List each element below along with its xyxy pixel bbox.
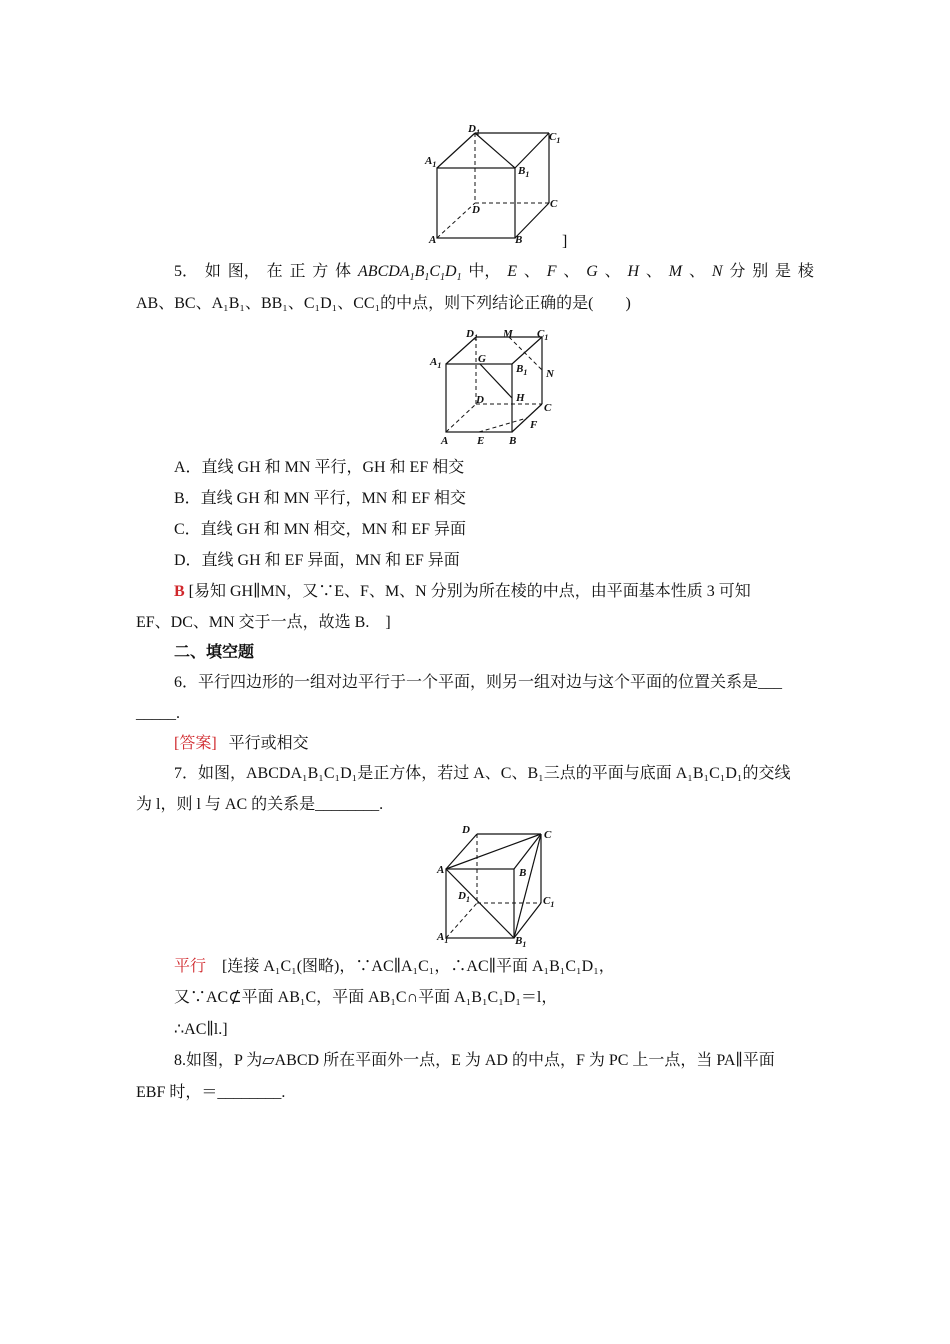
q6-answer-text: 平行或相交 (228, 735, 309, 752)
q8-line1: 8.如图，P 为▱ABCD 所在平面外一点，E 为 AD 的中点，F 为 PC 上一点，当 PA∥平面 (174, 1052, 775, 1069)
q6-text-cont: _____. (136, 705, 180, 722)
label-D: D (476, 394, 484, 406)
label-C1: $C_1$ (537, 328, 549, 342)
label-A: A (441, 435, 449, 447)
q5-line2: AB、BC、A₁B₁、BB₁、C₁D₁、CC₁的中点，则下列结论正确的是( ) (136, 295, 631, 312)
q7-solution-2: 又∵AC⊄平面 AB₁C，平面 AB₁C∩平面 A₁B₁C₁D₁＝l， (174, 989, 558, 1006)
q7-line2: 为 l，则 l 与 AC 的关系是________. (136, 796, 384, 813)
q7-solution-3: ∴AC∥l.] (174, 1021, 228, 1038)
label-C: C (544, 402, 552, 414)
label-B: B (515, 234, 523, 246)
label-C: C (550, 198, 558, 210)
q5-answer-line2: EF、DC、MN 交于一点，故选 B. ] (136, 614, 391, 631)
label-D1: $D_1$ (468, 123, 480, 137)
label-A1: $A_1$ (430, 356, 442, 370)
q5-option-b: B．直线 GH 和 MN 平行，MN 和 EF 相交 (174, 490, 467, 507)
q5-option-a: A．直线 GH 和 MN 平行，GH 和 EF 相交 (174, 459, 465, 476)
label-D1: $D_1$ (458, 890, 470, 904)
label-D: D (472, 204, 480, 216)
label-F: F (530, 419, 538, 431)
q5-line1: 5． 如 图， 在 正 方 体 $ABCDA_1B_1C_1D_1$ 中， E 、 F 、 G 、 H 、 M 、 N 分 别 是 棱 (174, 263, 814, 284)
q8-line2: EBF 时，＝________. (136, 1084, 286, 1101)
label-M: M (503, 328, 513, 340)
q6-text: 6．平行四边形的一组对边平行于一个平面，则另一组对边与这个平面的位置关系是___ (174, 674, 783, 691)
label-N: N (546, 368, 554, 380)
label-H: H (516, 392, 525, 404)
label-B1: $B_1$ (516, 363, 528, 377)
label-B: B (509, 435, 517, 447)
q5-answer-letter: B (174, 583, 185, 600)
label-C: C (544, 829, 552, 841)
bracket-close: ] (562, 233, 568, 250)
section-title: 二、填空题 (174, 644, 255, 661)
q7-solution-1 (174, 957, 615, 977)
label-A: A (437, 864, 445, 876)
q7-answer-word: 平行 (174, 958, 207, 975)
label-A1: $A_1$ (425, 155, 437, 169)
label-B1: $B_1$ (518, 165, 530, 179)
q6-answer-tag: [答案] (174, 735, 217, 752)
q5-option-d: D．直线 GH 和 EF 异面，MN 和 EF 异面 (174, 552, 460, 569)
label-D1: $D_1$ (466, 328, 478, 342)
label-A1: $A_1$ (437, 931, 449, 945)
q5-option-c: C．直线 GH 和 MN 相交，MN 和 EF 异面 (174, 521, 467, 538)
label-A: A (429, 234, 437, 246)
label-C1: $C_1$ (543, 895, 555, 909)
q7-line1: 7．如图，ABCDA₁B₁C₁D₁是正方体，若过 A、C、B₁三点的平面与底面 A₁B₁C₁D₁的交线 (174, 765, 791, 782)
label-B: B (519, 867, 527, 879)
q5-answer-text: [易知 GH∥MN，又∵E、F、M、N 分别为所在棱的中点，由平面基本性质 3 可知 (188, 583, 751, 600)
label-G: G (478, 353, 486, 365)
q7-sol1-text: [连接 A₁C₁(图略)，∵AC∥A₁C₁，∴AC∥平面 A₁B₁C₁D₁， (222, 958, 615, 975)
label-D: D (462, 824, 470, 836)
label-E: E (477, 435, 485, 447)
label-C1: $C_1$ (549, 131, 561, 145)
label-B1: $B_1$ (515, 935, 527, 949)
